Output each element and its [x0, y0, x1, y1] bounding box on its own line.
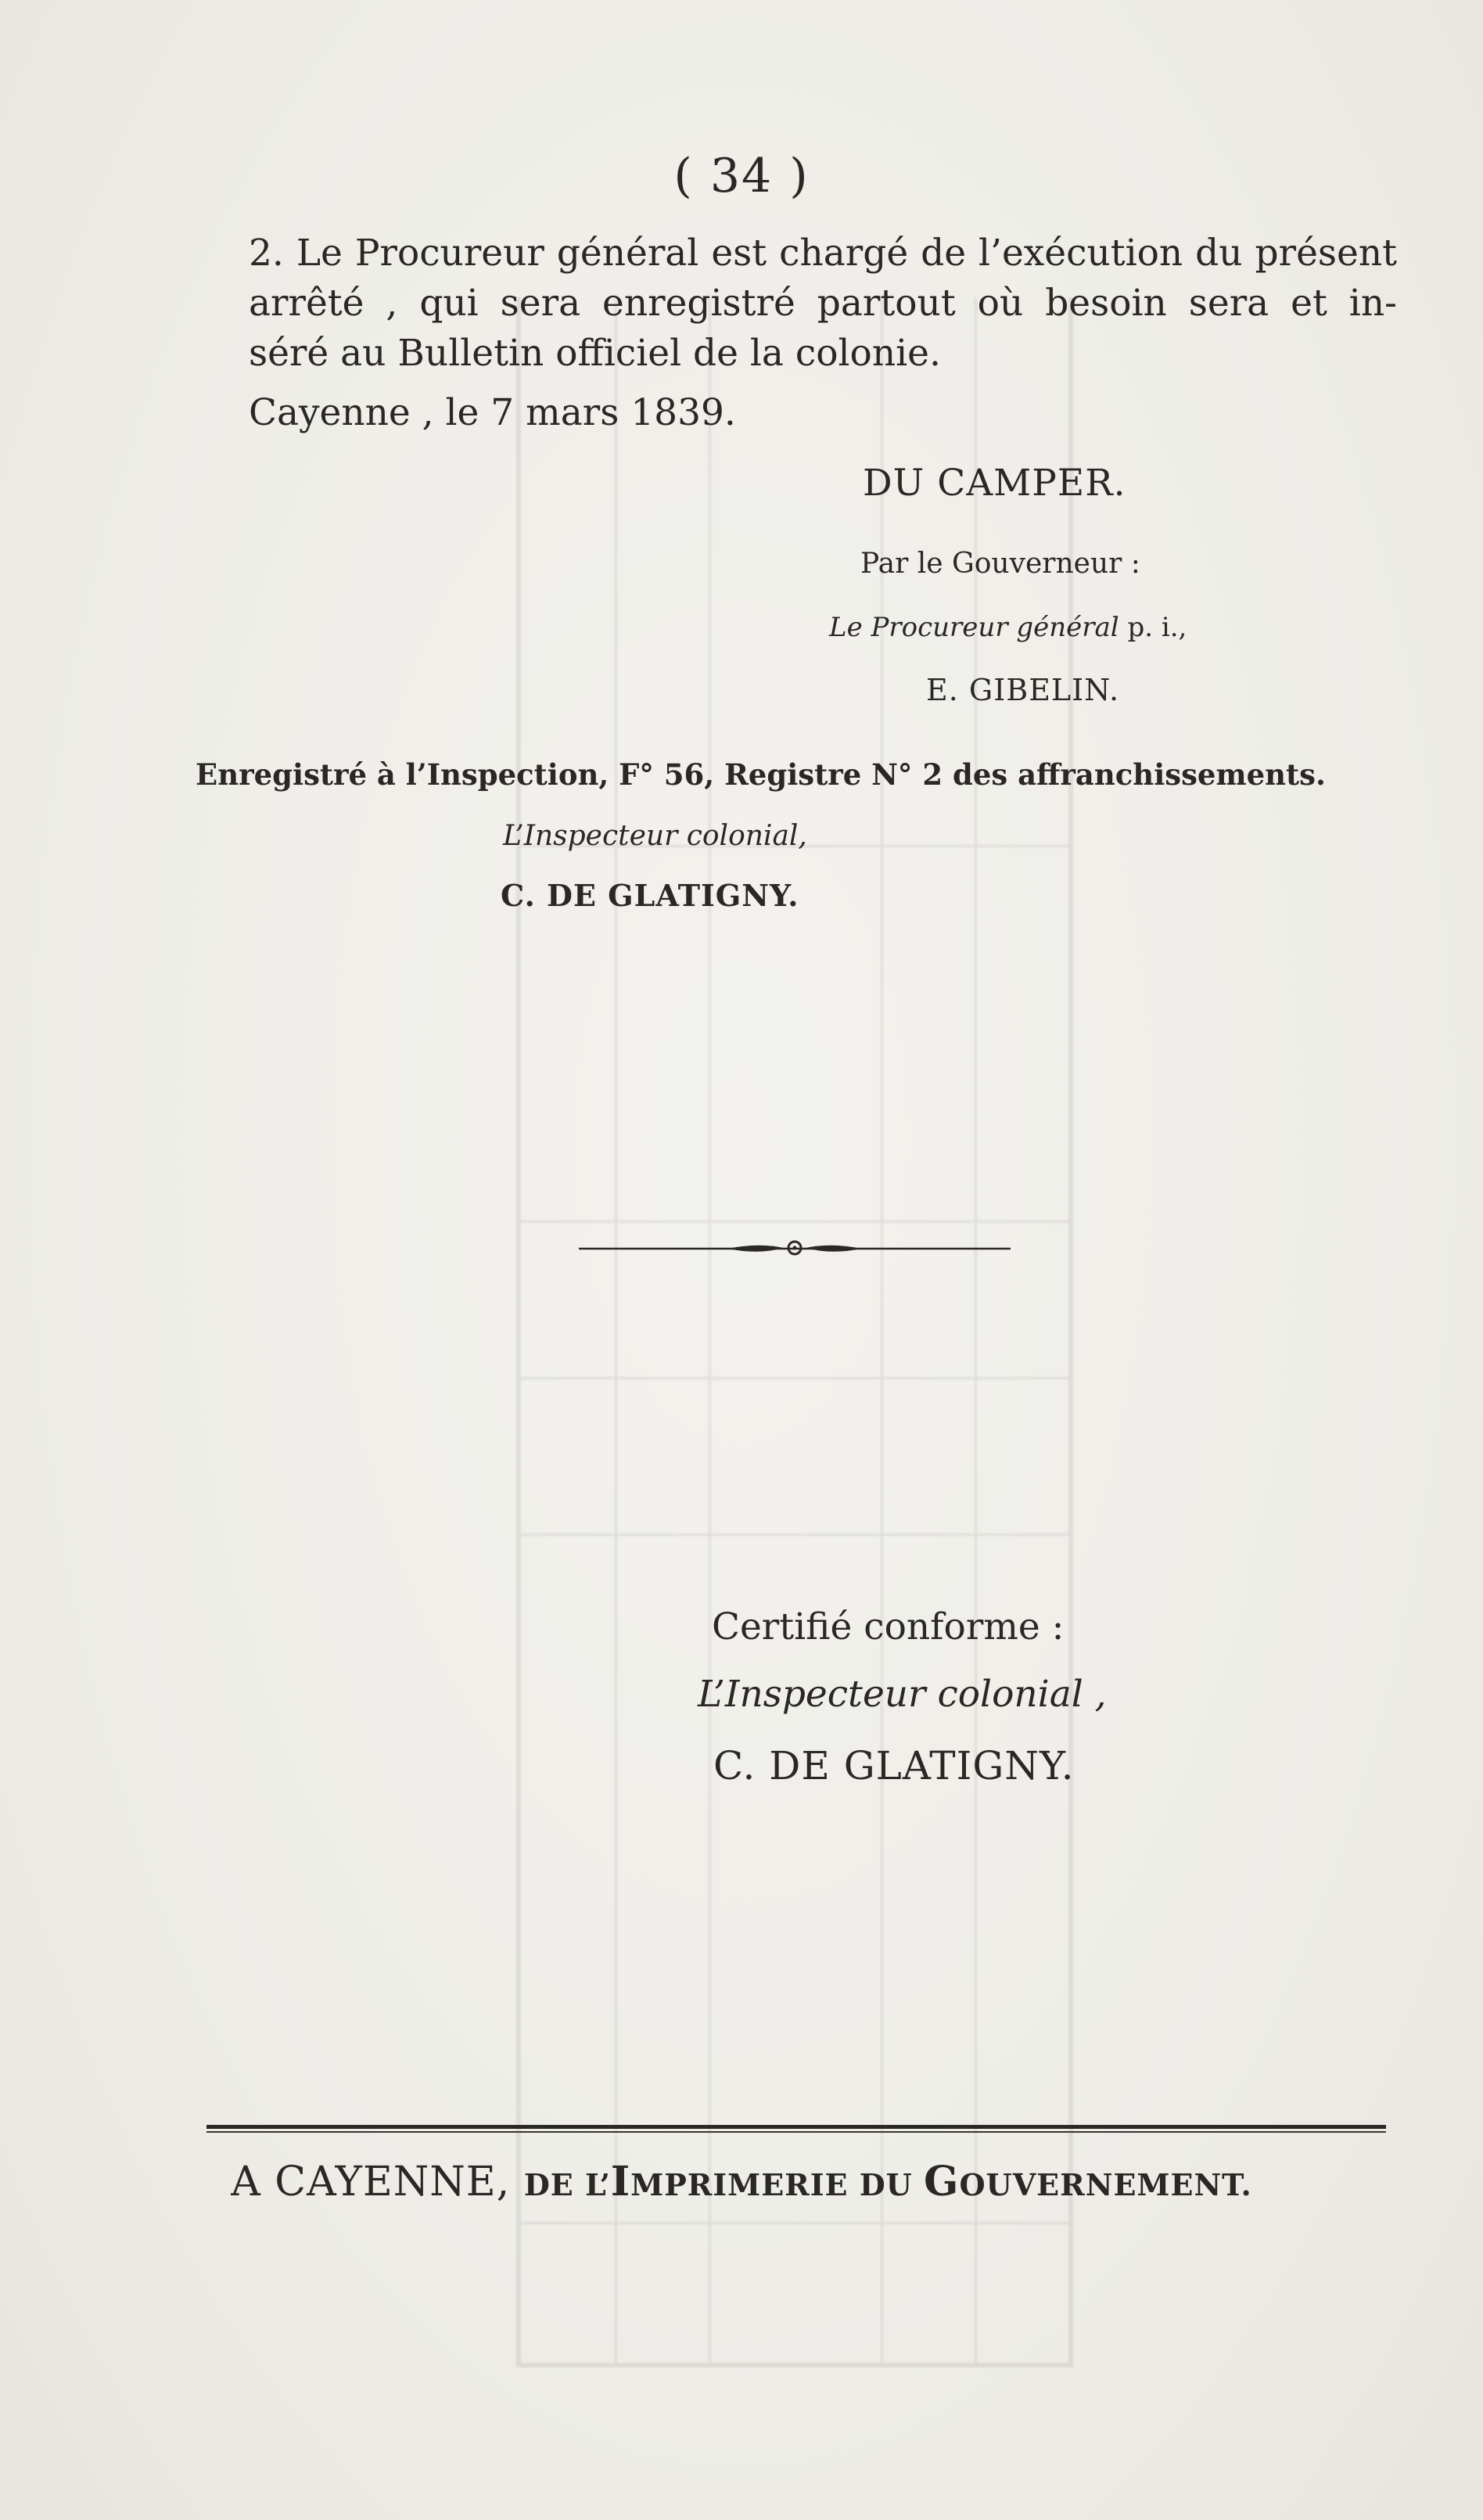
certified-statement: Certifié conforme :: [712, 1605, 1065, 1648]
certification-inspector-title: L’Inspecteur colonial ,: [698, 1673, 1107, 1716]
article-line: séré au Bulletin officiel de la colonie.: [249, 332, 941, 375]
procureur-title: Le Procureur général: [829, 612, 1119, 643]
imprint-imprimerie-initial: I: [610, 2158, 631, 2205]
procureur-suffix: p. i.,: [1119, 612, 1187, 643]
imprint-de-l: DE L’: [523, 2167, 611, 2202]
governor-signature: DU CAMPER.: [863, 462, 1126, 505]
par-le-gouverneur: Par le Gouverneur :: [860, 548, 1140, 580]
page-number: ( 34 ): [673, 149, 810, 203]
reverse-side-table-bleed: [516, 297, 1073, 2367]
ornamental-divider: [579, 1233, 1011, 1264]
procureur-name: E. GIBELIN.: [926, 673, 1120, 707]
imprint-rule-thin: [206, 2131, 1386, 2133]
registration-inspector-name: C. DE GLATIGNY.: [501, 878, 799, 913]
date-line: Cayenne , le 7 mars 1839.: [249, 391, 736, 434]
imprint-gouvernement-rest: OUVERNEMENT.: [959, 2167, 1252, 2202]
article-2-paragraph: [249, 228, 1397, 379]
printer-imprint: [0, 2158, 1483, 2205]
procureur-title-line: [829, 612, 1187, 643]
imprint-imprimerie-rest: MPRIMERIE DU: [630, 2167, 925, 2202]
imprint-gouvernement-initial: G: [924, 2158, 960, 2205]
imprint-rule-thick: [206, 2125, 1386, 2129]
article-line: arrêté , qui sera enregistré partout où besoin sera et in-: [249, 282, 1397, 325]
registration-text: Enregistré à l’Inspection, F° 56, Registre N° 2 des affranchissements.: [196, 757, 1326, 792]
certification-inspector-name: C. DE GLATIGNY.: [713, 1743, 1075, 1788]
article-line: 2. Le Procureur général est chargé de l’exécution du présent: [249, 232, 1397, 275]
registration-inspector-title: L’Inspecteur colonial,: [503, 820, 807, 852]
imprint-place: A CAYENNE,: [231, 2159, 511, 2205]
